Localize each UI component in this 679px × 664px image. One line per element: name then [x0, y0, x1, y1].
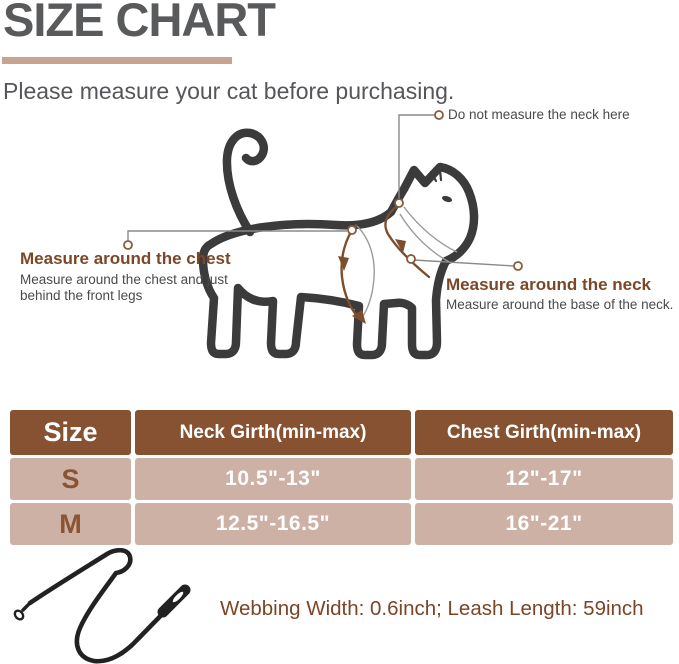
point-marker-icon [395, 199, 403, 207]
point-marker-icon [348, 226, 356, 234]
page-title: SIZE CHART [3, 0, 275, 46]
point-marker-icon [435, 111, 443, 119]
size-table [10, 410, 669, 545]
table-header-size: Size [10, 410, 131, 455]
point-marker-icon [407, 255, 415, 263]
table-row-s-chest: 12"-17" [415, 458, 673, 500]
table-header-chest-girth: Chest Girth(min-max) [415, 410, 673, 455]
table-header-neck-girth: Neck Girth(min-max) [135, 410, 411, 455]
table-row-m-size: M [10, 503, 131, 545]
callout-neck-subtitle: Measure around the base of the neck. [446, 297, 674, 312]
leash-strap [30, 550, 179, 661]
callout-chest-line1: Measure around the chest and just [20, 272, 228, 287]
callout-neck-title: Measure around the neck [446, 275, 652, 294]
cat-tail [227, 133, 264, 232]
title-underline [2, 57, 232, 64]
callout-do-not-measure: Do not measure the neck here [448, 107, 630, 122]
leash-spec-note: Webbing Width: 0.6inch; Leash Length: 59inch [220, 597, 644, 620]
table-row-s-neck: 10.5"-13" [135, 458, 411, 500]
leash-illustration [0, 548, 210, 664]
leash-clasp-link [23, 603, 30, 610]
table-row-m-neck: 12.5"-16.5" [135, 503, 411, 545]
callout-chest-line2: behind the front legs [20, 288, 143, 303]
table-row-s-size: S [10, 458, 131, 500]
callout-chest-title: Measure around the chest [20, 249, 231, 268]
page-subtitle: Please measure your cat before purchasing. [3, 78, 455, 104]
point-marker-icon [124, 241, 132, 249]
table-row-m-chest: 16"-21" [415, 503, 673, 545]
point-marker-icon [514, 262, 522, 270]
